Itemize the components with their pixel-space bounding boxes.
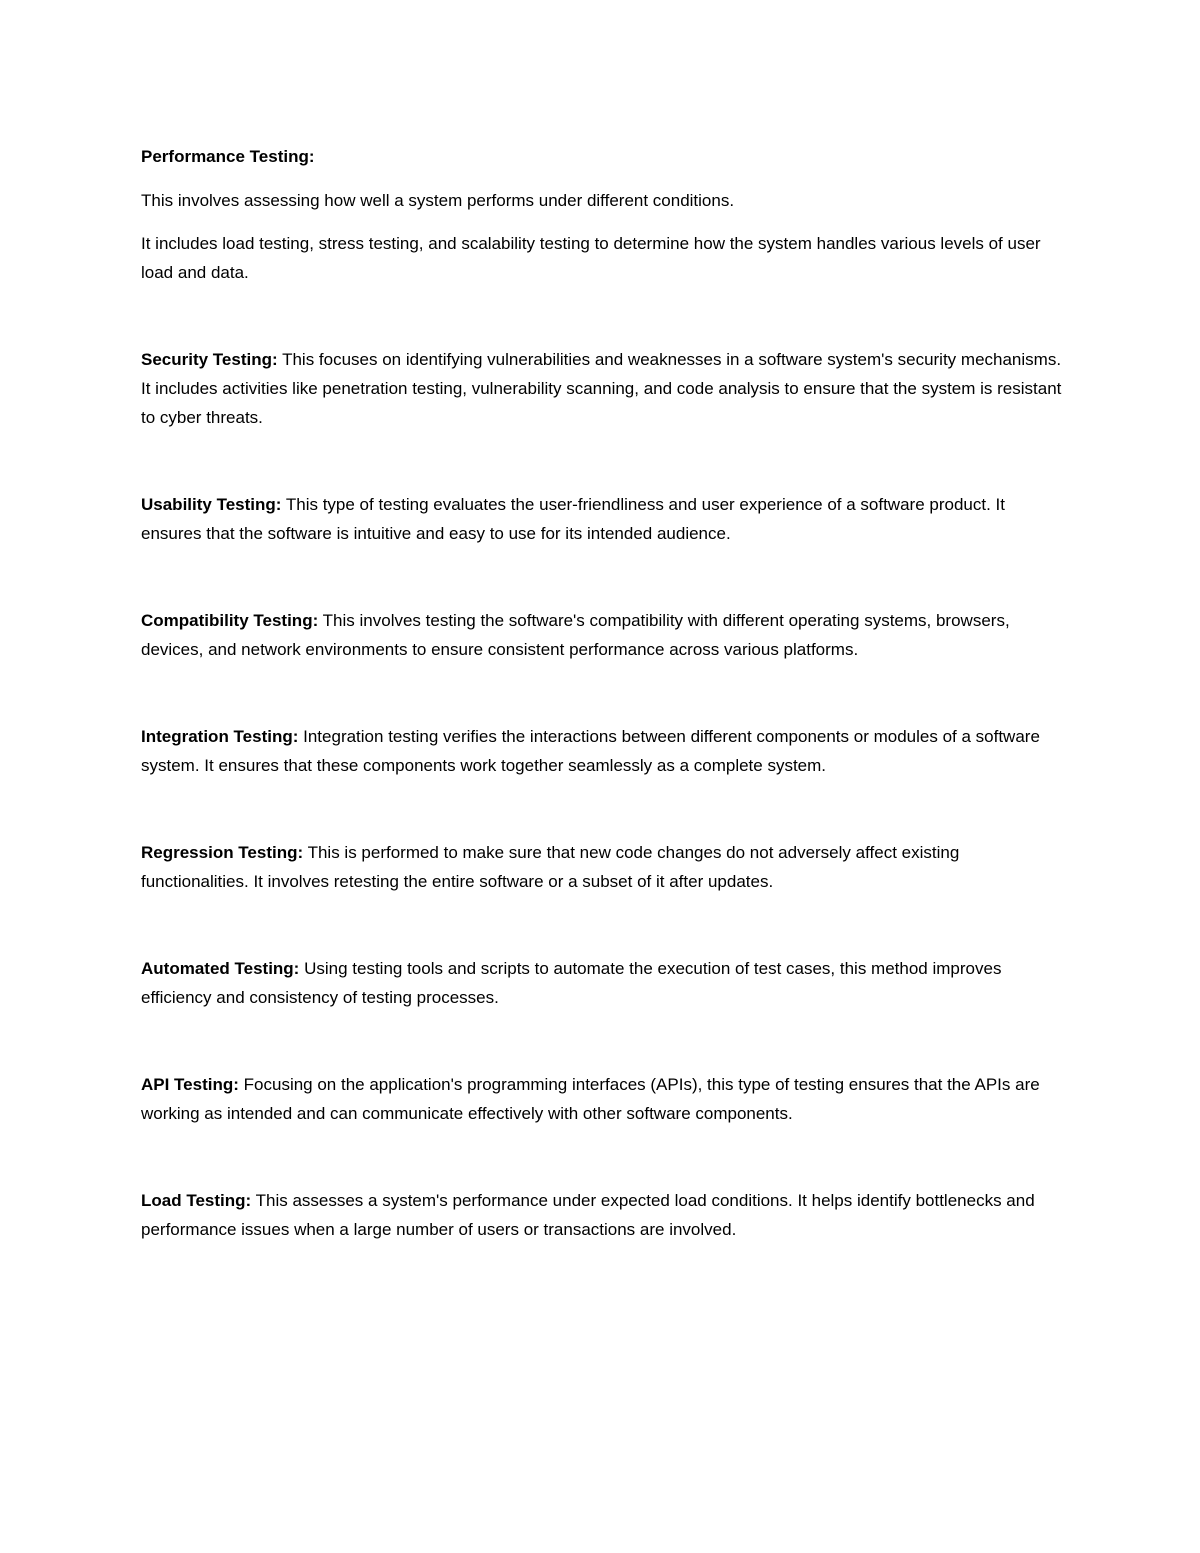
security-testing-term: Security Testing: [141, 350, 278, 369]
automated-testing-paragraph [141, 954, 1066, 1012]
regression-testing-text: This is performed to make sure that new code changes do not adversely affect existing functionalities. It involves retesting the entire software or a subset of it after updates. [141, 843, 960, 891]
integration-testing-term: Integration Testing: [141, 727, 299, 746]
api-testing-paragraph [141, 1070, 1066, 1128]
performance-testing-heading: Performance Testing: [141, 147, 315, 166]
usability-testing-text: This type of testing evaluates the user-friendliness and user experience of a software product. It ensures that the software is intuitive and easy to use for its intended audience. [141, 495, 1005, 543]
load-testing-term: Load Testing: [141, 1191, 252, 1210]
document-body [141, 142, 1066, 1302]
automated-testing-text: Using testing tools and scripts to automate the execution of test cases, this method improves efficiency and consistency of testing processes. [141, 959, 1002, 1007]
compatibility-testing-paragraph [141, 606, 1066, 664]
performance-testing-line-2: It includes load testing, stress testing, and scalability testing to determine how the system handles various levels of user load and data. [141, 234, 1041, 282]
usability-testing-term: Usability Testing: [141, 495, 282, 514]
load-testing-paragraph [141, 1186, 1066, 1244]
usability-testing-paragraph [141, 490, 1066, 548]
integration-testing-paragraph [141, 722, 1066, 780]
regression-testing-paragraph [141, 838, 1066, 896]
compatibility-testing-term: Compatibility Testing: [141, 611, 319, 630]
load-testing-text: This assesses a system's performance under expected load conditions. It helps identify bottlenecks and performance issues when a large number of users or transactions are involved. [141, 1191, 1035, 1239]
integration-testing-text: Integration testing verifies the interactions between different components or modules of a software system. It ensures that these components work together seamlessly as a complete system. [141, 727, 1040, 775]
security-testing-text: This focuses on identifying vulnerabilities and weaknesses in a software system's security mechanisms. It includes activities like penetration testing, vulnerability scanning, and code analysis to ensure that the system is resistant to cyber threats. [141, 350, 1062, 427]
api-testing-text: Focusing on the application's programming interfaces (APIs), this type of testing ensures that the APIs are working as intended and can communicate effectively with other software components. [141, 1075, 1040, 1123]
automated-testing-term: Automated Testing: [141, 959, 300, 978]
regression-testing-term: Regression Testing: [141, 843, 304, 862]
performance-testing-block [141, 142, 1066, 287]
compatibility-testing-text: This involves testing the software's compatibility with different operating systems, browsers, devices, and network environments to ensure consistent performance across various platforms. [141, 611, 1010, 659]
api-testing-term: API Testing: [141, 1075, 239, 1094]
performance-testing-line-1: This involves assessing how well a system performs under different conditions. [141, 191, 735, 210]
security-testing-paragraph [141, 345, 1066, 432]
